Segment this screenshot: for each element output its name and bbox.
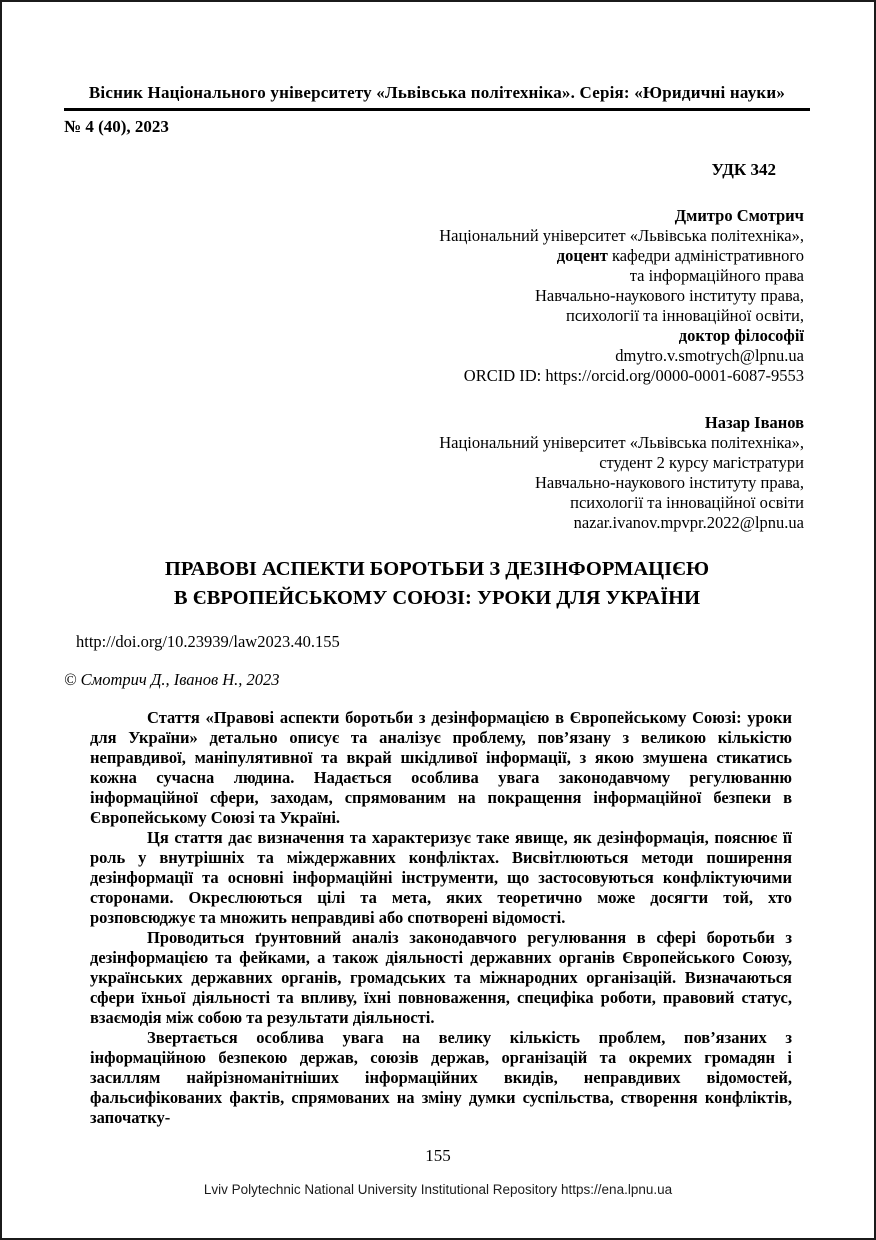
author-affiliation-line: Національний університет «Львівська політехніка», [439,226,804,245]
abstract-paragraph: Ця стаття дає визначення та характеризує таке явище, як дезінформація, пояснює її роль у внутрішніх та міждержавних конфліктах. Висвітлюються методи поширення дезінформації та основні інформаційні інструменти, що застосовуються конфліктуючими сторонами. Окреслюються цілі та мета, яких теоретично може досягти той, хто розповсюджує та множить неправдиві або спотворені відомості. [90,828,792,927]
abstract-paragraph: Стаття «Правові аспекти боротьби з дезінформацією в Європейському Союзі: уроки для України» детально описує та аналізує проблему, пов’язану з великою кількістю неправдивої, маніпулятивної та вкрай шкідливої інформації, з якою змушена стикатись кожна сучасна людина. Надається особлива увага законодавчому регулюванню інформаційної сфери, заходам, спрямованим на покращення інформаційної безпеки в Європейському Союзі та Україні. [90,708,792,827]
abstract-paragraph: Звертається особлива увага на велику кількість проблем, пов’язаних з інформаційною безпекою держав, союзів держав, організацій та окремих громадян і засиллям найрізноманітніших інформаційних вкидів, неправдивих відомостей, фальсифікованих фактів, спрямованих на зміну думки суспільства, створення конфліктів, започатку- [90,1028,792,1127]
header-rule-divider [64,108,810,111]
abstract-block [90,708,792,1128]
author-affiliation-line: nazar.ivanov.mpvpr.2022@lpnu.ua [573,513,804,532]
author-affiliation-line: Навчально-наукового інституту права, [535,286,804,305]
author-affiliation-line: доктор філософії [678,326,804,345]
abstract-paragraph: Проводиться ґрунтовний аналіз законодавчого регулювання в сфері боротьби з дезінформацією та фейками, а також діяльності державних органів Європейського Союзу, українських державних органів, громадських та міжнародних організацій. Визначаються сфери їхньої діяльності та впливу, їхні повноваження, специфіка роботи, правовий статус, взаємодія між собою та результати діяльності. [90,928,792,1027]
author-affiliation-line: студент 2 курсу магістратури [599,453,804,472]
author-affiliation-line: доцент кафедри адміністративного [556,246,804,265]
page-number: 155 [425,1146,451,1165]
author-block [64,206,804,386]
doi-link-text: http://doi.org/10.23939/law2023.40.155 [76,632,340,651]
authors-block [64,206,810,533]
journal-issue-label: № 4 (40), 2023 [64,117,169,136]
author-affiliation-line: психології та інноваційної освіти, [566,306,804,325]
article-title-line-2: В ЄВРОПЕЙСЬКОМУ СОЮЗІ: УРОКИ ДЛЯ УКРАЇНИ [173,587,701,609]
udc-code: УДК 342 [711,160,776,179]
journal-header-title: Вісник Національного університету «Львівська політехніка». Серія: «Юридичні науки» [88,83,786,102]
author-affiliation-line: та інформаційного права [629,266,804,285]
author-name: Дмитро Смотрич [674,206,804,225]
author-block [64,413,804,533]
article-title [64,555,810,613]
author-affiliation-line: Навчально-наукового інституту права, [535,473,804,492]
article-title-line-1: ПРАВОВІ АСПЕКТИ БОРОТЬБИ З ДЕЗІНФОРМАЦІЄЮ [164,558,710,580]
author-affiliation-line: dmytro.v.smotrych@lpnu.ua [615,346,804,365]
author-affiliation-line: Національний університет «Львівська політехніка», [439,433,804,452]
repository-footer-text: Lviv Polytechnic National University Institutional Repository https://ena.lpnu.ua [203,1182,673,1197]
page-content [2,2,874,1128]
author-affiliation-line: ORCID ID: https://orcid.org/0000-0001-6087-9553 [463,366,804,385]
author-name: Назар Іванов [704,413,804,432]
author-affiliation-line: психології та інноваційної освіти [570,493,804,512]
copyright-notice: © Смотрич Д., Іванов Н., 2023 [64,670,280,689]
